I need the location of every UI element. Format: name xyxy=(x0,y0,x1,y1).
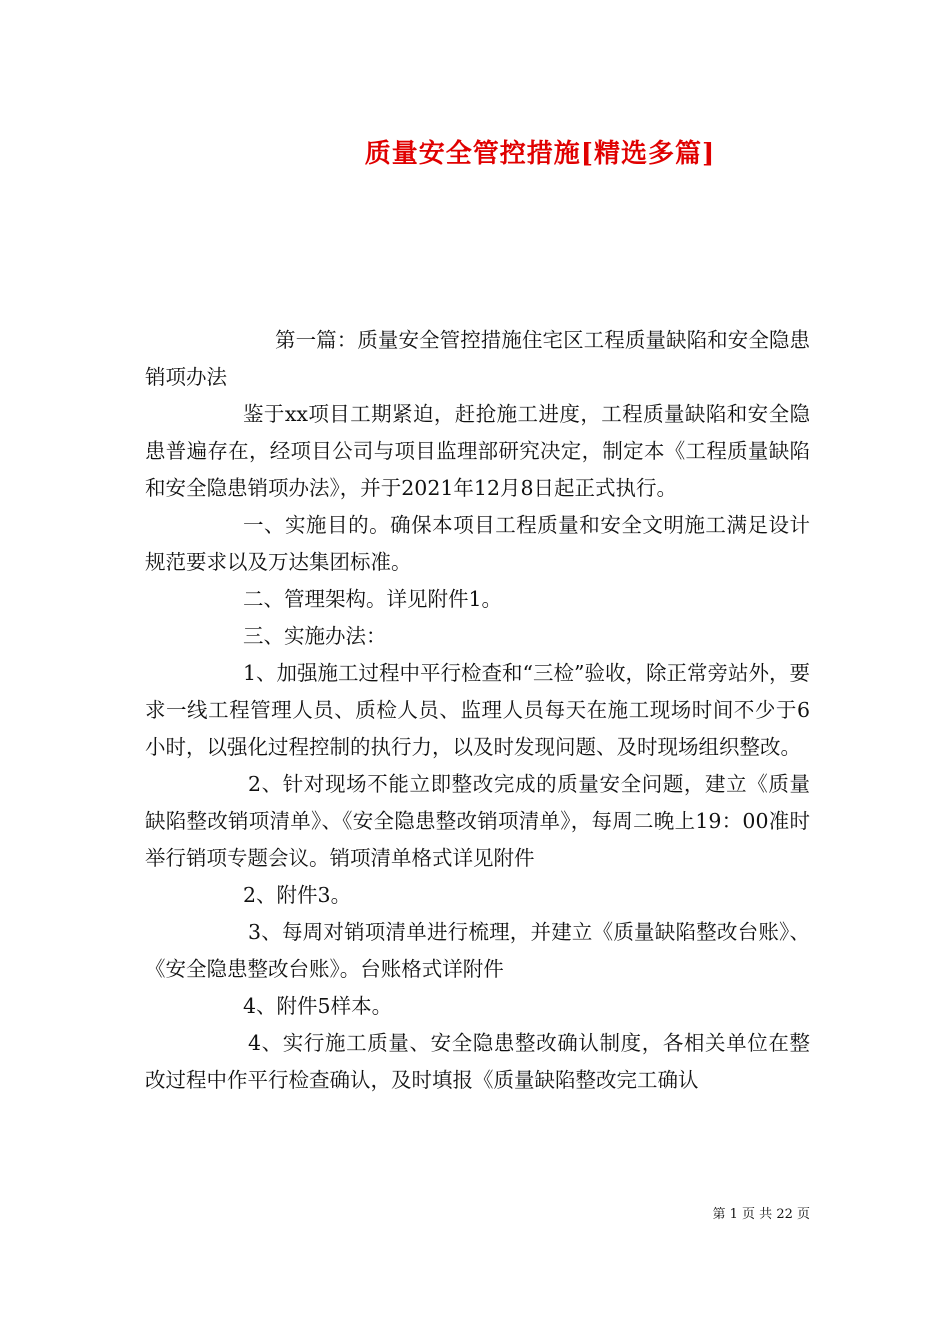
paragraph-heading: 第一篇：质量安全管控措施住宅区工程质量缺陷和安全隐患销项办法 xyxy=(145,328,810,389)
document-body xyxy=(145,322,810,1099)
paragraph: 三、实施办法： xyxy=(243,624,387,648)
document-title xyxy=(0,133,950,170)
document-title-text: 质量安全管控措施[精选多篇] xyxy=(364,139,716,169)
paragraph: 4、附件5样本。 xyxy=(243,994,393,1018)
paragraph: 2、附件3。 xyxy=(243,883,352,907)
paragraph: 鉴于xx项目工期紧迫，赶抢施工进度，工程质量缺陷和安全隐患普遍存在，经项目公司与项目监理部研究决定，制定本《工程质量缺陷和安全隐患销项办法》，并于2021年12月8日起正式执行。 xyxy=(145,402,810,500)
paragraph: 1、加强施工过程中平行检查和“三检”验收，除正常旁站外，要求一线工程管理人员、质检人员、监理人员每天在施工现场时间不少于6小时，以强化过程控制的执行力，以及时发现问题、及时现场组织整改。 xyxy=(145,661,811,759)
paragraph: 2、针对现场不能立即整改完成的质量安全问题，建立《质量缺陷整改销项清单》、《安全隐患整改销项清单》，每周二晚上19：00准时举行销项专题会议。销项清单格式详见附件 xyxy=(145,772,810,870)
page-number: 第 1 页 共 22 页 xyxy=(712,1207,810,1222)
paragraph: 二、管理架构。详见附件1。 xyxy=(243,587,503,611)
paragraph: 4、实行施工质量、安全隐患整改确认制度，各相关单位在整改过程中作平行检查确认，及时填报《质量缺陷整改完工确认 xyxy=(145,1031,810,1092)
paragraph: 一、实施目的。确保本项目工程质量和安全文明施工满足设计规范要求以及万达集团标准。 xyxy=(145,513,810,574)
paragraph: 3、每周对销项清单进行梳理，并建立《质量缺陷整改台账》、《安全隐患整改台账》。台账格式详附件 xyxy=(145,920,810,981)
